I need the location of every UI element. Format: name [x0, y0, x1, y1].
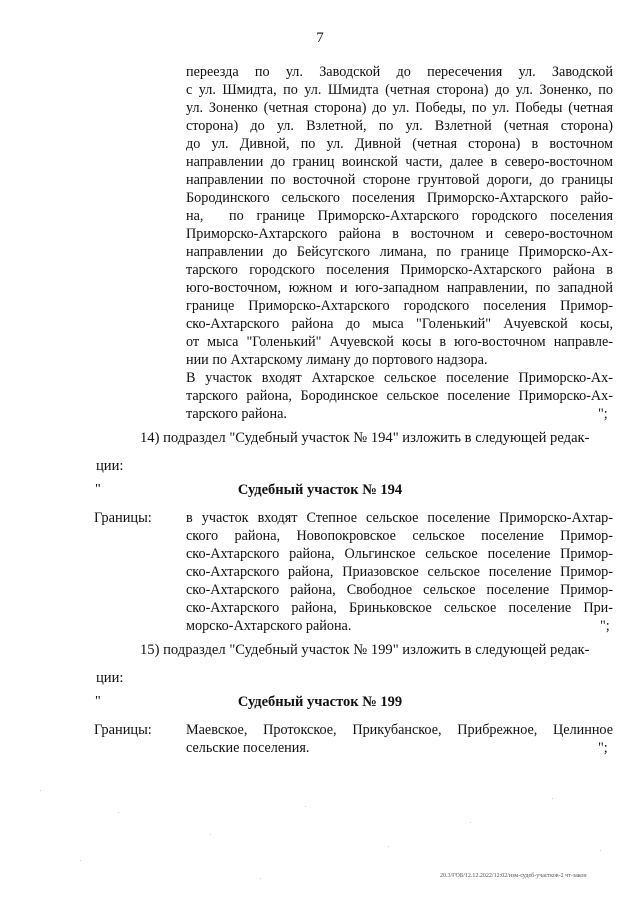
text-line: с ул. Шмидта, по ул. Шмидта (четная сторона) до ул. Зоненко, по: [186, 82, 613, 98]
amendment-item-15-continuation: ции:: [96, 670, 124, 686]
text-line: границе Приморско-Ахтарского городского поселения Примор-: [186, 298, 613, 314]
section-heading-199: Судебный участок № 199: [237, 694, 403, 710]
text-line: направлении до границ воинской части, далее в северо-восточном: [186, 154, 613, 170]
text-line: направлении до Бейсугского лимана, по границе Приморско-Ах-: [186, 244, 613, 260]
text-line: сельские поселения.: [186, 740, 310, 756]
closing-quote: ";: [598, 406, 608, 422]
section-heading-194: Судебный участок № 194: [237, 482, 403, 498]
closing-quote: ";: [598, 740, 608, 756]
borders-label: Границы:: [94, 722, 152, 738]
text-line: ско-Ахтарского района, Бриньковское сельское поселение При-: [186, 600, 613, 616]
text-line: юго-восточном, южном и юго-западном направлении, по западной: [186, 280, 613, 296]
text-line: Бородинского сельского поселения Приморско-Ахтарского райо-: [186, 190, 613, 206]
text-line: тарского района.: [186, 406, 287, 422]
amendment-item-15: 15) подраздел "Судебный участок № 199" изложить в следующей редак-: [140, 642, 590, 658]
text-line: до ул. Дивной, по ул. Дивной (четная сторона) в восточном: [186, 136, 613, 152]
text-line: сторона) до ул. Взлетной, по ул. Взлетной (четная сторона): [186, 118, 613, 134]
closing-quote: ";: [600, 618, 610, 634]
text-line: направлении по восточной стороне грунтовой дороги, до границы: [186, 172, 613, 188]
amendment-item-14: 14) подраздел "Судебный участок № 194" изложить в следующей редак-: [140, 430, 590, 446]
text-line: переезда по ул. Заводской до пересечения ул. Заводской: [186, 64, 613, 80]
borders-label: Границы:: [94, 510, 152, 526]
text-line: ско-Ахтарского района, Свободное сельское поселение Примор-: [186, 582, 613, 598]
page-number: 7: [316, 30, 324, 46]
text-line: в участок входят Степное сельское поселение Приморско-Ахтар-: [186, 510, 613, 526]
text-line: ско-Ахтарского района, Ольгинское сельское поселение Примор-: [186, 546, 613, 562]
opening-quote: ": [95, 694, 101, 709]
text-line: ско-Ахтарского района до мыса "Голенький" Ачуевской косы,: [186, 316, 613, 332]
text-line: морско-Ахтарского района.: [186, 618, 352, 634]
text-line: нии по Ахтарскому лиману до портового надзора.: [186, 352, 488, 368]
text-line: от мыса "Голенький" Ачуевской косы в юго-восточном направле-: [186, 334, 613, 350]
opening-quote: ": [95, 482, 101, 497]
text-line: Маевское, Протокское, Прикубанское, Прибрежное, Целинное: [186, 722, 613, 738]
text-line: тарского района, Бородинское сельское поселение Приморско-Ах-: [186, 388, 613, 404]
text-line: ул. Зоненко (четная сторона) до ул. Победы, по ул. Победы (четная: [186, 100, 613, 116]
document-footer: 20.3/ГОБ/12.12.2022/12:02/изм-судеб-участков-2 чт-закон: [440, 873, 587, 879]
text-line: ского района, Новопокровское сельское поселение Примор-: [186, 528, 613, 544]
text-line: Приморско-Ахтарского района в восточном и северо-восточном: [186, 226, 613, 242]
text-line: на, по границе Приморско-Ахтарского городского поселения: [186, 208, 613, 224]
text-line: В участок входят Ахтарское сельское поселение Приморско-Ах-: [186, 370, 613, 386]
text-line: тарского городского поселения Приморско-Ахтарского района в: [186, 262, 613, 278]
text-line: ско-Ахтарского района, Приазовское сельское поселение Примор-: [186, 564, 613, 580]
amendment-item-14-continuation: ции:: [96, 458, 124, 474]
